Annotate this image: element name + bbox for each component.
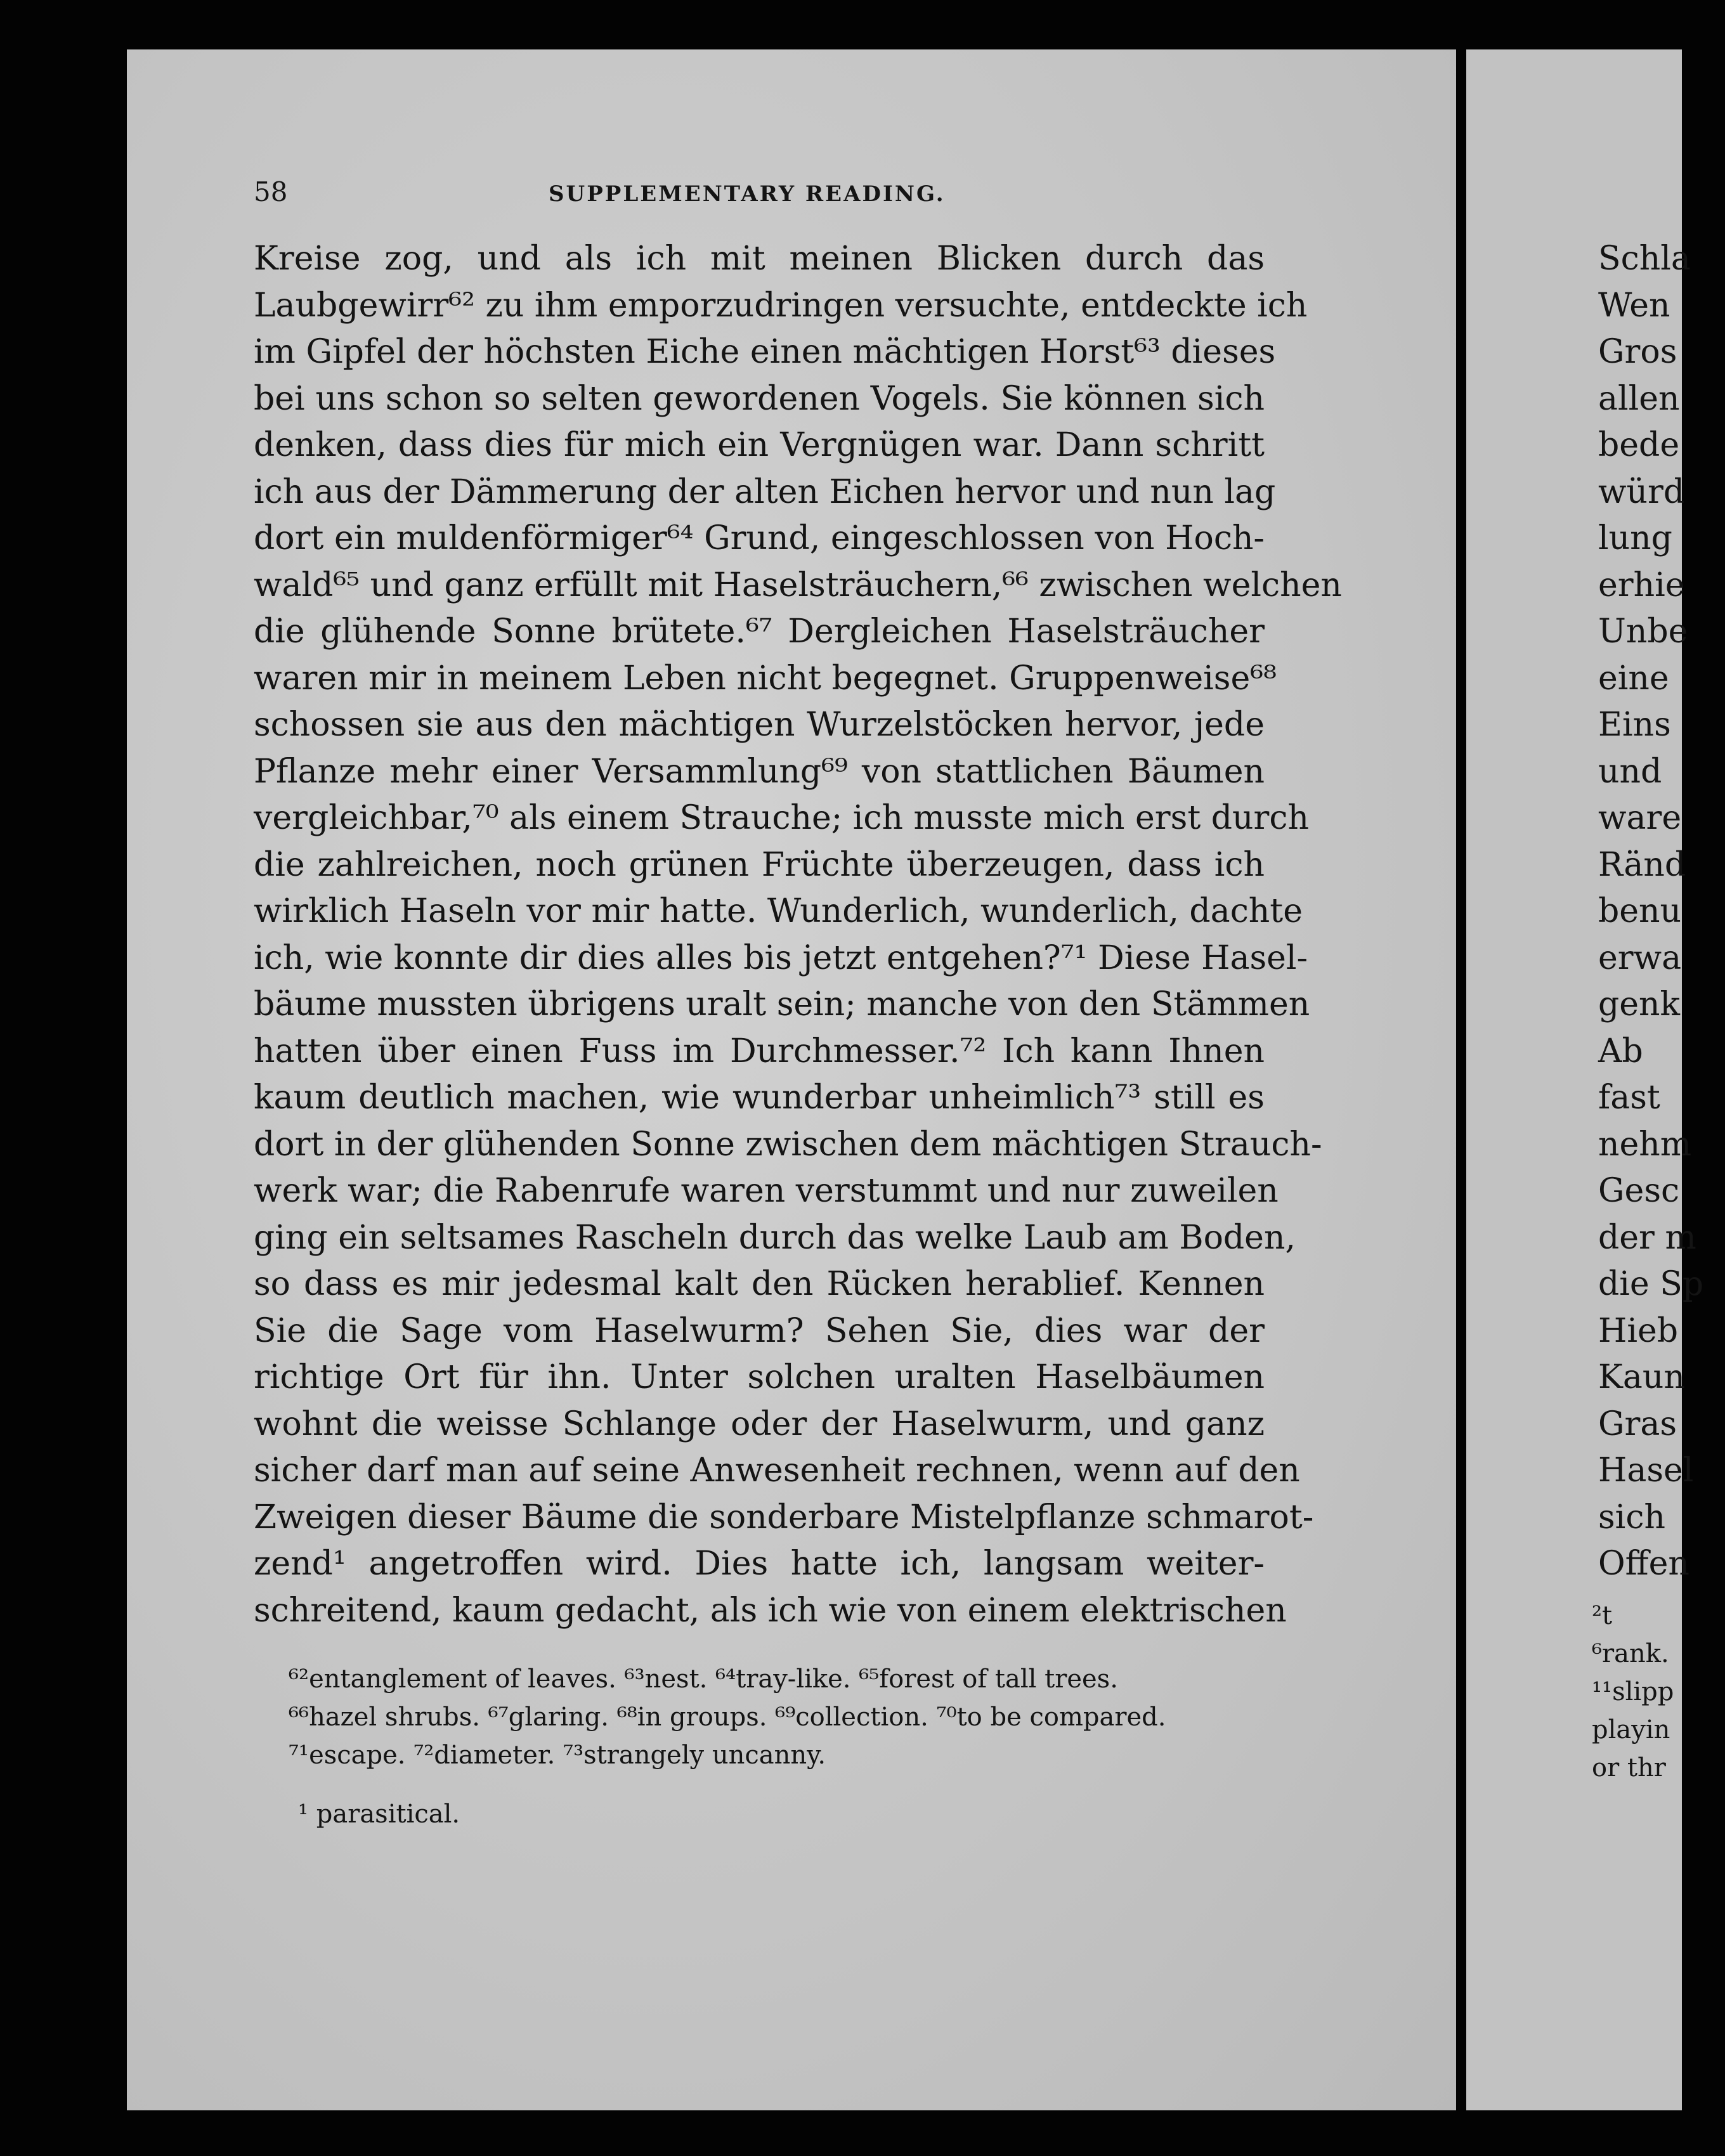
text-line: wirklich Haseln vor mir hatte. Wunderlich, wunderlich, dachte xyxy=(254,892,1303,930)
page-number: 58 xyxy=(254,176,288,207)
text-line: und xyxy=(1598,752,1662,791)
text-line: bäume mussten übrigens uralt sein; manche von den Stämmen xyxy=(254,985,1310,1023)
text-line: Eins xyxy=(1598,706,1671,744)
text-line: ging ein seltsames Rascheln durch das welke Laub am Boden, xyxy=(254,1218,1296,1257)
text-line: sich xyxy=(1598,1498,1665,1536)
text-line: Offen xyxy=(1598,1545,1689,1583)
text-line: ware xyxy=(1598,799,1682,837)
footnote-line: or thr xyxy=(1592,1753,1666,1783)
text-line: ich aus der Dämmerung der alten Eichen hervor und nun lag xyxy=(254,472,1276,511)
text-line: allen xyxy=(1598,379,1680,418)
footnote-parasitical: ¹ parasitical. xyxy=(298,1800,460,1829)
text-line: dort ein muldenförmiger⁶⁴ Grund, eingeschlossen von Hoch- xyxy=(254,519,1265,557)
text-line: dort in der glühenden Sonne zwischen dem mächtigen Strauch- xyxy=(254,1125,1322,1164)
right-page-footnotes xyxy=(1592,1597,1674,1787)
text-line: denken, dass dies für mich ein Vergnügen war. Dann schritt xyxy=(254,426,1265,464)
footnote-line: ¹¹slipp xyxy=(1592,1677,1674,1706)
text-line: Kaun xyxy=(1598,1358,1685,1396)
text-line: Hieb xyxy=(1598,1311,1679,1350)
text-line: eine xyxy=(1598,659,1669,698)
text-line: Gras xyxy=(1598,1405,1677,1443)
text-line: die zahlreichen, noch grünen Früchte überzeugen, dass ich xyxy=(254,845,1265,884)
text-line: die Sp xyxy=(1598,1265,1704,1303)
text-line: würd xyxy=(1598,472,1685,511)
text-line: zend¹ angetroffen wird. Dies hatte ich, langsam weiter- xyxy=(254,1545,1265,1583)
footnote-line: ⁶²entanglement of leaves. ⁶³nest. ⁶⁴tray-like. ⁶⁵forest of tall trees. xyxy=(289,1665,1118,1694)
text-line: benu xyxy=(1598,892,1682,930)
text-line: Schla xyxy=(1598,240,1691,278)
text-line: bede xyxy=(1598,426,1680,464)
text-line: hatten über einen Fuss im Durchmesser.⁷² Ich kann Ihnen xyxy=(254,1032,1265,1070)
text-line: Laubgewirr⁶² zu ihm emporzudringen versuchte, entdeckte ich xyxy=(254,286,1308,325)
text-line: Unbe xyxy=(1598,613,1688,651)
text-line: Ränd xyxy=(1598,845,1686,884)
text-line: erhie xyxy=(1598,566,1685,604)
text-line: nehm xyxy=(1598,1125,1692,1164)
text-line: Gros xyxy=(1598,333,1677,371)
text-line: schossen sie aus den mächtigen Wurzelstöcken hervor, jede xyxy=(254,706,1265,744)
footnote-line: ⁶⁶hazel shrubs. ⁶⁷glaring. ⁶⁸in groups. ⁶⁹collection. ⁷⁰to be compared. xyxy=(289,1703,1166,1732)
text-line: Wen xyxy=(1598,286,1670,325)
text-line: der m xyxy=(1598,1218,1696,1257)
text-line: schreitend, kaum gedacht, als ich wie von einem elektrischen xyxy=(254,1591,1287,1630)
text-line: genk xyxy=(1598,985,1681,1023)
text-line: im Gipfel der höchsten Eiche einen mächtigen Horst⁶³ dieses xyxy=(254,333,1276,371)
footnote-line: ²t xyxy=(1592,1601,1613,1630)
text-line: werk war; die Rabenrufe waren verstummt und nur zuweilen xyxy=(254,1172,1279,1210)
page-header xyxy=(254,176,1268,214)
text-line: wald⁶⁵ und ganz erfüllt mit Haselsträuchern,⁶⁶ zwischen welchen xyxy=(254,566,1342,604)
right-page-text xyxy=(1598,236,1725,1588)
text-line: Kreise zog, und als ich mit meinen Blicken durch das xyxy=(254,240,1265,278)
footnote-line: playin xyxy=(1592,1715,1670,1744)
text-line: die glühende Sonne brütete.⁶⁷ Dergleichen Haselsträucher xyxy=(254,613,1265,651)
footnote-line: ⁶rank. xyxy=(1592,1639,1669,1668)
running-head: SUPPLEMENTARY READING. xyxy=(549,181,946,207)
text-line: Gesc xyxy=(1598,1172,1680,1210)
text-line: Ab xyxy=(1598,1032,1643,1070)
text-line: vergleichbar,⁷⁰ als einem Strauche; ich musste mich erst durch xyxy=(254,799,1309,837)
text-line: ich, wie konnte dir dies alles bis jetzt entgehen?⁷¹ Diese Hasel- xyxy=(254,938,1308,977)
text-line: erwa xyxy=(1598,938,1682,977)
text-line: Hasel xyxy=(1598,1451,1694,1490)
text-line: Zweigen dieser Bäume die sonderbare Mistelpflanze schmarot- xyxy=(254,1498,1314,1536)
text-line: sicher darf man auf seine Anwesenheit rechnen, wenn auf den xyxy=(254,1451,1300,1490)
text-line: wohnt die weisse Schlange oder der Haselwurm, und ganz xyxy=(254,1405,1265,1443)
text-line: richtige Ort für ihn. Unter solchen uralten Haselbäumen xyxy=(254,1358,1265,1396)
text-line: Sie die Sage vom Haselwurm? Sehen Sie, dies war der xyxy=(254,1311,1265,1350)
text-line: kaum deutlich machen, wie wunderbar unheimlich⁷³ still es xyxy=(254,1079,1265,1117)
text-line: lung xyxy=(1598,519,1672,557)
text-line: bei uns schon so selten gewordenen Vogels. Sie können sich xyxy=(254,379,1265,418)
footnote-line: ⁷¹escape. ⁷²diameter. ⁷³strangely uncanny. xyxy=(289,1741,826,1770)
body-text xyxy=(254,236,1342,1634)
text-line: waren mir in meinem Leben nicht begegnet. Gruppenweise⁶⁸ xyxy=(254,659,1277,698)
text-line: fast xyxy=(1598,1079,1660,1117)
text-line: so dass es mir jedesmal kalt den Rücken herablief. Kennen xyxy=(254,1265,1265,1303)
footnotes xyxy=(289,1660,1268,1774)
text-line: Pflanze mehr einer Versammlung⁶⁹ von stattlichen Bäumen xyxy=(254,752,1265,791)
